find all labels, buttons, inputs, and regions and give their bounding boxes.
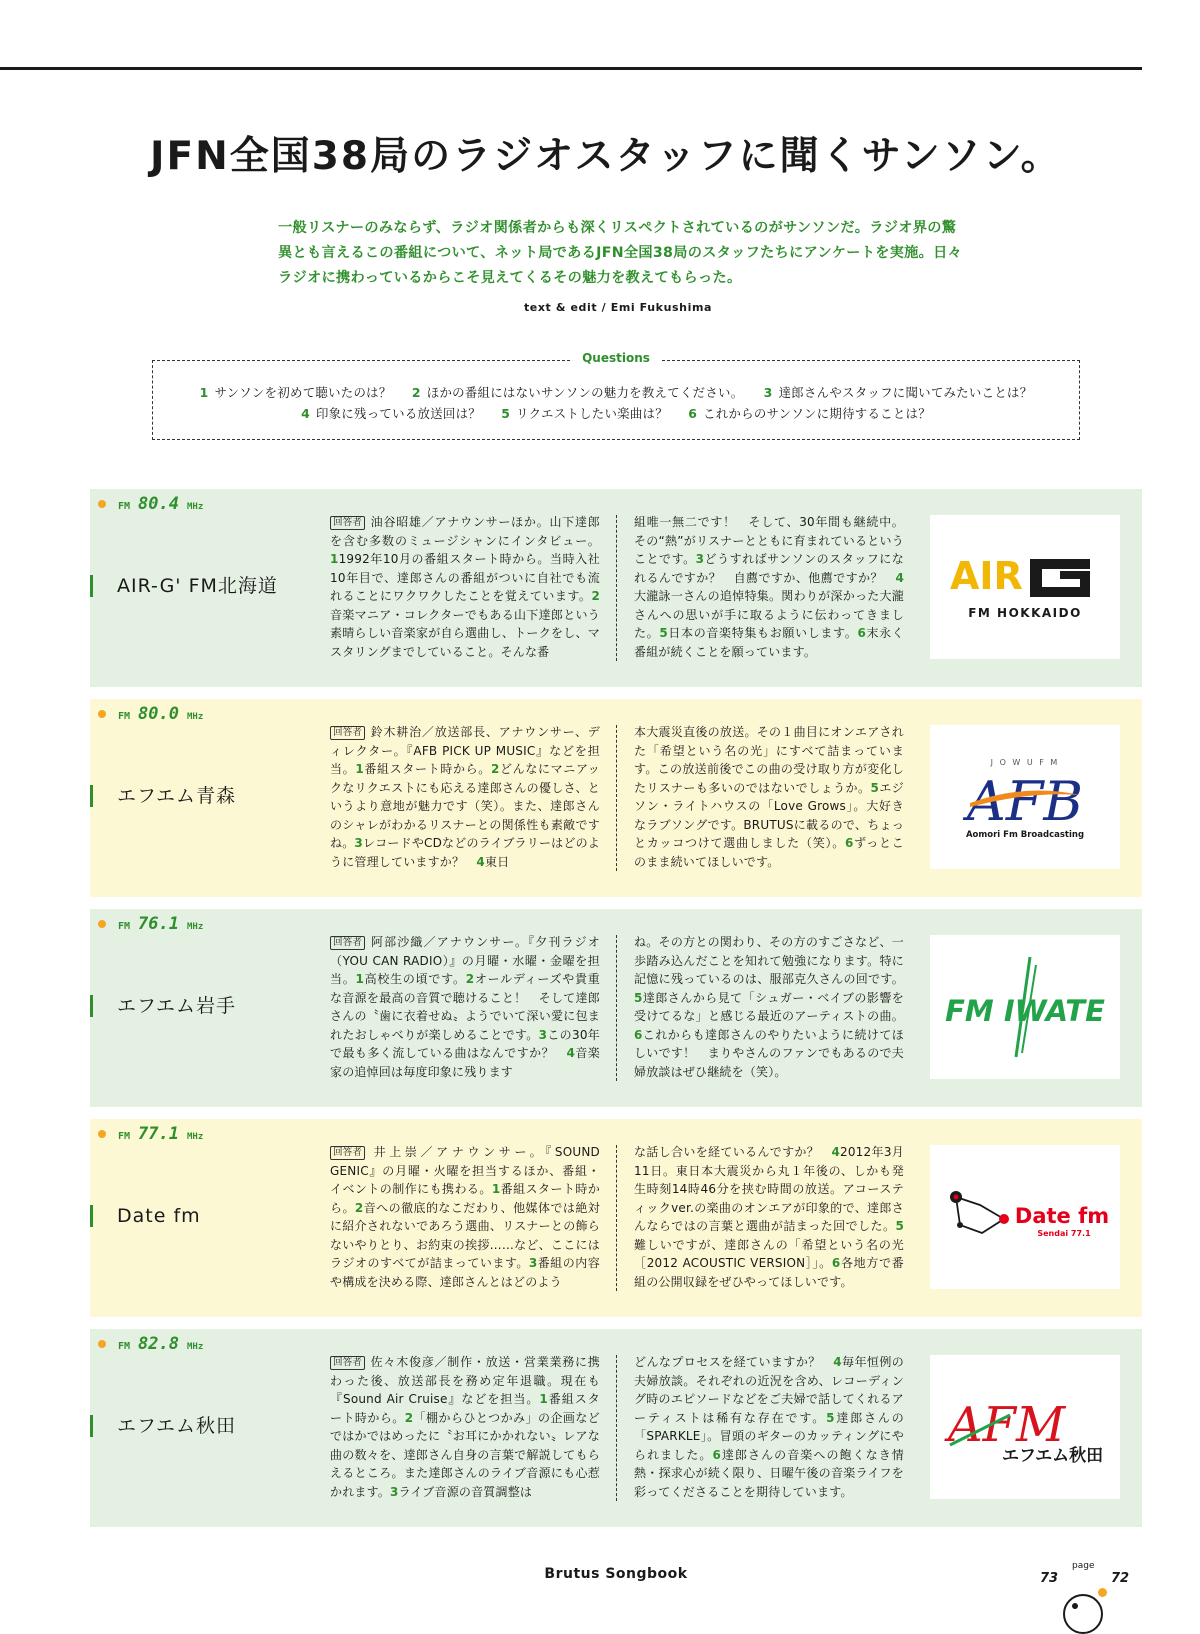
magazine-name: Brutus Songbook	[544, 1566, 688, 1582]
answer-text: これからも達郎さんのやりたいように続けてほしいです！ まりやさんのファンでもあるので夫婦放談はぜひ継続を（笑）。	[634, 1027, 904, 1079]
logo-sub-text: エフエム秋田	[1002, 1446, 1104, 1466]
questions-line-1	[153, 383, 1079, 401]
answer-text: ライブ音源の音質調整は	[398, 1484, 533, 1499]
column-divider	[616, 1145, 617, 1291]
answer-number: 5	[870, 780, 880, 795]
question-item: 2 ほかの番組にはないサンソンの魅力を教えてください。	[411, 385, 744, 400]
answer-number: 3	[695, 552, 705, 566]
answer-text: 東日	[484, 854, 510, 869]
page-circle-icon	[1063, 1594, 1103, 1634]
answer-text: この30年で最も多く流している曲はなんですか？	[330, 1027, 600, 1060]
answer-text: 難しいですが、達郎さんの「希望という名の光［2012 ACOUSTIC VERSION］」。	[634, 1237, 904, 1270]
answer-text: 番組の内容や構成を決める際、達郎さんとはどのよう	[330, 1256, 600, 1289]
answer-text: 達郎さんから見て「シュガー・ベイブの影響を受けてるな」と感じる最近のアーティストの曲。	[634, 990, 904, 1023]
answer-number: 3	[354, 836, 363, 850]
answer-column-2	[634, 933, 904, 1081]
question-item: 4 印象に残っている放送回は？	[301, 406, 481, 421]
logo-air-text: AIR	[950, 554, 1023, 598]
answer-number: 1	[355, 972, 365, 986]
logo-sub-text: FM HOKKAIDO	[968, 606, 1082, 620]
answer-text: 大瀧詠一さんの追悼特集。関わりが深かった大瀧さんへの思いが手に取るように伝わってきました。	[634, 589, 904, 640]
answer-text: オールディーズや貴重な音源を最高の音質で聴けること！ そして達郎さんの〝歯に衣着せぬ〟ようでいて深い愛に包まれたおしゃべりが楽しめることです。	[330, 972, 600, 1042]
station-logo-afm	[930, 1355, 1120, 1499]
frequency: FM 76.1 MHz	[98, 914, 203, 934]
answer-number: 3	[538, 1027, 548, 1042]
answer-text: な話し合いを経ているんですか？	[634, 1145, 832, 1159]
answerer-tag: 回答者	[330, 1356, 365, 1370]
logo-date-text: Date fm	[1014, 1204, 1110, 1228]
answer-number: 5	[659, 626, 668, 640]
answer-text: どんなにマニアックなリクエストにも応える達郎さんの優しさ、というより意地が魅力です（笑）。また、達郎さんのシャレがわかるリスナーとの関係性も素敵ですね。	[330, 762, 600, 850]
frequency: FM 80.4 MHz	[98, 494, 203, 514]
questions-line-2	[153, 404, 1079, 422]
bullet-dot-icon	[98, 1340, 106, 1348]
answer-text: どうすればサンソンのスタッフになれるんですか？ 自薦ですか、他薦ですか？	[634, 552, 904, 585]
station-card-date-fm	[90, 1119, 1142, 1317]
bullet-dot-icon	[98, 500, 106, 508]
answer-number: 4	[831, 1145, 841, 1159]
frequency: FM 82.8 MHz	[98, 1334, 203, 1354]
station-card-air-g	[90, 489, 1142, 687]
station-name: Date fm	[90, 1205, 201, 1227]
answer-number: 5	[826, 1410, 835, 1425]
answer-number: 2	[465, 972, 475, 986]
answer-column-1	[330, 513, 600, 661]
column-divider	[616, 515, 617, 661]
bullet-dot-icon	[98, 710, 106, 718]
answer-text: 日本の音楽特集もお願いします。	[667, 626, 858, 640]
answer-text: 番組スタート時から。	[363, 762, 491, 776]
logo-sub-text: Aomori Fm Broadcasting	[965, 830, 1085, 840]
answer-column-2	[634, 1143, 904, 1291]
answerer-tag: 回答者	[330, 726, 365, 740]
answer-text: ずっとこのまま続いてほしいです。	[634, 836, 904, 869]
answer-text: 2012年3月11日。東日本大震災から丸１年後の、しかも発生時刻14時46分を挟む時間の放送。アコースティックver.の楽曲のオンエアが印象的で、達郎さんならではの言葉と選曲が詰まった回でした。	[634, 1145, 905, 1233]
answer-number: 5	[895, 1219, 904, 1233]
answer-number: 2	[591, 589, 600, 603]
answer-number: 6	[831, 1256, 841, 1270]
bullet-dot-icon	[98, 920, 106, 928]
station-name: AIR-G' FM北海道	[90, 575, 278, 597]
logo-afm-text: AFM	[948, 1397, 1066, 1453]
answer-text: レコードやCDなどのライブラリーはどのように管理していますか？	[330, 836, 600, 869]
answer-number: 1	[330, 552, 339, 566]
answer-text: 達郎さんの音楽への飽くなき情熱・探求心が続く限り、日曜午後の音楽ライフを彩ってくださることを期待しています。	[634, 1447, 904, 1499]
answer-text: 1992年10月の番組スタート時から。当時入社10年目で、達郎さんの番組がついに自社でも流れることにワクワクしたことを覚えています。	[330, 552, 600, 603]
answer-number: 1	[491, 1182, 501, 1196]
station-name: エフエム秋田	[90, 1415, 236, 1437]
column-divider	[616, 1355, 617, 1501]
answer-column-2	[634, 723, 904, 871]
answer-text: 番組スタート時から。	[330, 1392, 600, 1425]
page-title: JFN全国38局のラジオスタッフに聞くサンソン。	[150, 134, 1062, 179]
answer-text: 「棚からひとつかみ」の企画などではかではめったに〝お耳にかかれない〟レアな曲の数々を、達郎さん自身の言葉で解説してもらえるところ。また達郎さんのライブ音源にも心惹かれます。	[330, 1410, 600, 1499]
frequency: FM 80.0 MHz	[98, 704, 203, 724]
bullet-dot-icon	[98, 1130, 106, 1138]
logo-sub-text: Sendai 77.1	[1037, 1229, 1091, 1238]
page-dot-icon	[1072, 1603, 1078, 1609]
answer-column-1	[330, 1353, 600, 1501]
answer-number: 3	[528, 1256, 538, 1270]
answer-number: 2	[354, 1200, 364, 1215]
answer-number: 1	[539, 1392, 548, 1406]
answer-text: 番組スタート時から。	[330, 1182, 600, 1215]
answer-text: 末永く番組が続くことを願っています。	[634, 626, 905, 659]
logo-afb-text: AFB	[966, 770, 1084, 833]
answer-text: 各地方で番組の公開収録をぜひやってほしいです。	[634, 1256, 904, 1289]
top-rule	[0, 67, 1142, 70]
answer-text: 音への徹底的なこだわり、他媒体では絶対に紹介されないであろう選曲、リスナーとの飾らないやりとり、お約束の挨拶……など、ここにはラジオのすべてが詰まっています。	[330, 1200, 600, 1270]
question-item: 1 サンソンを初めて聴いたのは？	[199, 385, 392, 400]
frequency: FM 77.1 MHz	[98, 1124, 203, 1144]
answer-number: 5	[634, 990, 643, 1005]
answer-column-1	[330, 933, 600, 1081]
answer-text: 油谷昭雄／アナウンサーほか。山下達郎を含む多数のミュージシャンにインタビュー。	[330, 515, 600, 548]
answer-number: 4	[566, 1046, 576, 1060]
question-item: 5 リクエストしたい楽曲は？	[501, 406, 668, 421]
station-card-fm-iwate	[90, 909, 1142, 1107]
answer-text: 毎年恒例の夫婦放談。それぞれの近況を含め、レコーディング時のエピソードなどをご夫婦で話してくれるアーティストは稀有な存在です。	[634, 1355, 904, 1425]
answer-number: 4	[895, 570, 904, 585]
station-logo-afb	[930, 725, 1120, 869]
station-card-afb	[90, 699, 1142, 897]
answer-number: 4	[476, 854, 485, 869]
answer-text: 達郎さんの「SPARKLE」。冒頭のギターのカッティングにやられました。	[634, 1410, 904, 1462]
answer-number: 4	[833, 1355, 842, 1369]
answer-column-2	[634, 1353, 904, 1501]
answer-text: 鈴木耕治／放送部長、アナウンサー、ディレクター。『AFB PICK UP MUSIC』などを担当。	[330, 725, 600, 776]
column-divider	[616, 935, 617, 1081]
answer-number: 1	[355, 762, 364, 776]
answerer-tag: 回答者	[330, 1146, 365, 1160]
page-number-left: 73	[1040, 1571, 1059, 1586]
answer-column-1	[330, 723, 600, 871]
answerer-tag: 回答者	[330, 516, 365, 530]
page-word: page	[1072, 1561, 1095, 1571]
answer-number: 2	[490, 762, 500, 776]
answer-text: どんなプロセスを経ていますか？	[634, 1355, 834, 1369]
station-card-afm	[90, 1329, 1142, 1527]
answerer-tag: 回答者	[330, 936, 365, 950]
station-name: エフエム青森	[90, 785, 236, 807]
lead-text: 一般リスナーのみならず、ラジオ関係者からも深くリスペクトされているのがサンソンだ。ラジオ界の驚異とも言えるこの番組について、ネット局であるJFN全国38局のスタッフたちにアンケートを実施。日々ラジオに携わっているからこそ見えてくるその魅力を教えてもらった。	[278, 220, 963, 286]
answer-text: 音楽家の追悼回は毎度印象に残ります	[330, 1046, 600, 1079]
station-logo-date-fm	[930, 1145, 1120, 1289]
question-item: 6 これからのサンソンに期待することは？	[688, 406, 931, 421]
answer-text: エジソン・ライトハウスの「Love Grows」。大好きなラブソングです。BRUTUSに載るので、ちょっとカッコつけて選曲しました（笑）。	[634, 780, 904, 850]
credit: text & edit / Emi Fukushima	[523, 301, 713, 314]
answer-column-1	[330, 1143, 600, 1291]
column-divider	[616, 725, 617, 871]
answer-number: 2	[404, 1410, 414, 1425]
answer-column-2	[634, 513, 904, 661]
questions-label: Questions	[572, 351, 660, 365]
answer-number: 3	[390, 1484, 399, 1499]
answer-number: 6	[712, 1447, 721, 1462]
answer-text: 本大震災直後の放送。その１曲目にオンエアされた「希望という名の光」にすべて詰まっています。この放送前後でこの曲の受け取り方が変化したリスナーも多いのではないでしょうか。	[634, 725, 904, 795]
logo-iwate-text: FM IWATE	[945, 994, 1105, 1028]
answer-text: 音楽マニア・コレクターでもある山下達郎という素晴らしい音楽家が自ら選曲し、トークをし、マスタリングまでしていること。そんな番	[330, 607, 600, 659]
answer-text: ね。その方との関わり、その方のすごさなど、一歩踏み込んだことを知れて勉強になります。特に記憶に残っているのは、服部克久さんの回です。	[634, 935, 904, 986]
logo-top-text: J O W U F M	[990, 758, 1060, 767]
answer-number: 6	[634, 1027, 643, 1042]
answer-text: 組唯一無二です！ そして、30年間も継続中。その“熱”がリスナーとともに育まれているということです。	[634, 515, 904, 566]
page-orange-dot-icon	[1098, 1588, 1107, 1597]
answer-text: 佐々木俊彦／制作・放送・営業業務に携わった後、放送部長を務め定年退職。現在も『Sound Air Cruise』などを担当。	[330, 1355, 600, 1406]
station-logo-air-g	[930, 515, 1120, 659]
question-item: 3 達郎さんやスタッフに聞いてみたいことは？	[763, 385, 1033, 400]
page-number-right: 72	[1111, 1571, 1130, 1586]
answer-text: 高校生の頃です。	[364, 972, 466, 986]
station-name: エフエム岩手	[90, 995, 236, 1017]
answer-number: 6	[845, 836, 854, 850]
answer-text: 井上崇／アナウンサー。『SOUND GENIC』の月曜・火曜を担当するほか、番組・イベントの制作にも携わる。	[330, 1145, 600, 1196]
answer-text: 阿部沙織／アナウンサー。『夕刊ラジオ（YOU CAN RADIO）』の月曜・水曜・金曜を担当。	[330, 935, 600, 986]
questions-box	[152, 351, 1080, 440]
station-logo-fm-iwate	[930, 935, 1120, 1079]
answer-number: 6	[857, 626, 866, 640]
